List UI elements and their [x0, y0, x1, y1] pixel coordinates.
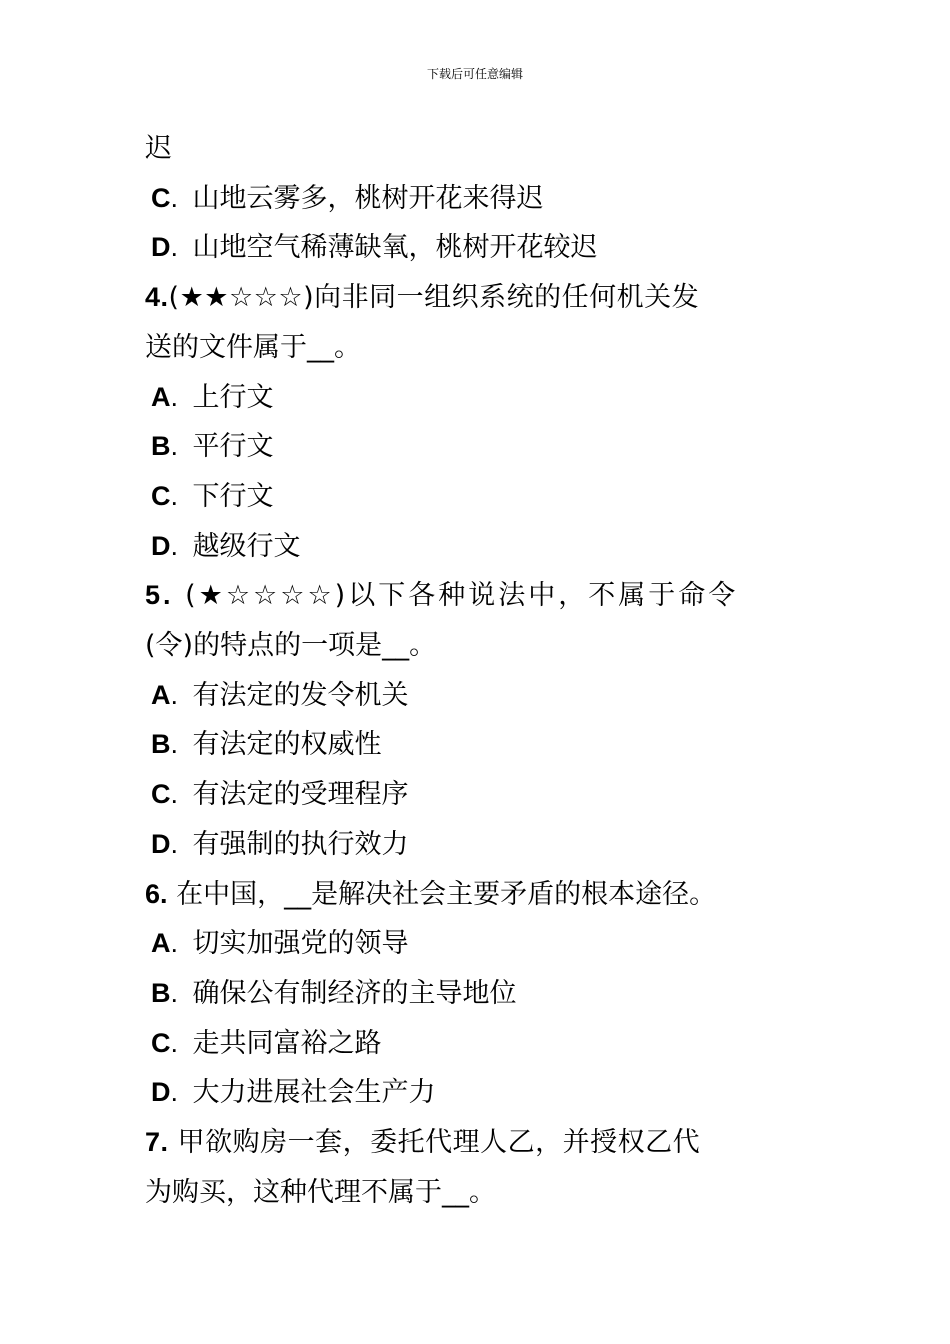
document-body: [145, 124, 810, 1217]
question-line: [145, 273, 810, 323]
option-letter: C: [151, 182, 171, 213]
question-text: (★☆☆☆☆)以下各种说法中，不属于命令: [173, 580, 739, 612]
question-number: 6.: [145, 878, 168, 909]
option-line: [145, 472, 810, 522]
option-separator: .: [170, 182, 179, 213]
question-text: 在中国，__是解决社会主要矛盾的根本途径。: [167, 878, 717, 910]
option-text: 确保公有制经济的主导地位: [192, 977, 517, 1009]
option-line: [145, 174, 810, 224]
text-line: (令)的特点的一项是__。: [145, 630, 437, 662]
question-number: 5.: [145, 580, 174, 611]
option-line: [145, 1019, 810, 1069]
text-line: 迟: [145, 133, 172, 164]
option-line: [145, 422, 810, 472]
option-line: [145, 820, 810, 870]
option-line: [145, 969, 810, 1019]
question-line: [145, 870, 810, 920]
option-letter: D: [151, 232, 171, 263]
option-separator: .: [170, 779, 179, 810]
option-letter: D: [151, 828, 171, 859]
option-letter: C: [151, 1027, 171, 1058]
option-letter: D: [151, 530, 171, 561]
option-letter: C: [151, 480, 171, 511]
option-separator: .: [170, 828, 179, 859]
text-line: 为购买，这种代理不属于__。: [145, 1176, 496, 1208]
option-text: 大力进展社会生产力: [192, 1077, 436, 1109]
option-text: 平行文: [192, 431, 274, 463]
option-line: [145, 522, 810, 572]
option-separator: .: [170, 679, 179, 710]
question-text: (★★☆☆☆)向非同一组织系统的任何机关发: [168, 282, 700, 314]
option-text: 上行文: [192, 381, 274, 413]
option-letter: B: [151, 729, 171, 760]
option-text: 有法定的发令机关: [192, 679, 409, 711]
option-separator: .: [170, 232, 179, 263]
option-line: [145, 373, 810, 423]
question-text: 甲欲购房一套，委托代理人乙，并授权乙代: [168, 1127, 701, 1159]
option-text: 有法定的受理程序: [192, 779, 409, 811]
option-letter: A: [151, 381, 171, 412]
question-line: [145, 1118, 810, 1168]
option-separator: .: [170, 480, 179, 511]
text-line: 送的文件属于__。: [145, 331, 361, 363]
option-separator: .: [170, 431, 179, 462]
option-text: 山地云雾多，桃树开花来得迟: [192, 182, 544, 214]
option-line: [145, 671, 810, 721]
option-text: 走共同富裕之路: [192, 1027, 382, 1059]
option-text: 下行文: [192, 480, 274, 512]
option-line: [145, 223, 810, 273]
option-letter: D: [151, 1077, 171, 1108]
option-text: 有法定的权威性: [192, 729, 382, 761]
option-separator: .: [170, 977, 179, 1008]
option-letter: C: [151, 779, 171, 810]
option-line: [145, 1068, 810, 1118]
question-number: 4.: [145, 282, 169, 313]
question-line: [145, 571, 810, 621]
option-separator: .: [170, 530, 179, 561]
option-separator: .: [170, 729, 179, 760]
option-letter: B: [151, 431, 171, 462]
option-separator: .: [170, 928, 179, 959]
option-separator: .: [170, 1027, 179, 1058]
option-text: 山地空气稀薄缺氧，桃树开花较迟: [192, 232, 598, 264]
option-text: 切实加强党的领导: [192, 928, 409, 960]
option-line: [145, 919, 810, 969]
question-number: 7.: [145, 1127, 169, 1158]
option-line: [145, 770, 810, 820]
option-line: [145, 720, 810, 770]
option-separator: .: [170, 1077, 179, 1108]
option-letter: B: [151, 977, 171, 1008]
option-letter: A: [151, 928, 171, 959]
option-text: 越级行文: [192, 530, 301, 562]
option-letter: A: [151, 679, 171, 710]
option-text: 有强制的执行效力: [192, 828, 409, 860]
option-separator: .: [170, 381, 179, 412]
page-header: 下载后可任意编辑: [426, 67, 523, 81]
